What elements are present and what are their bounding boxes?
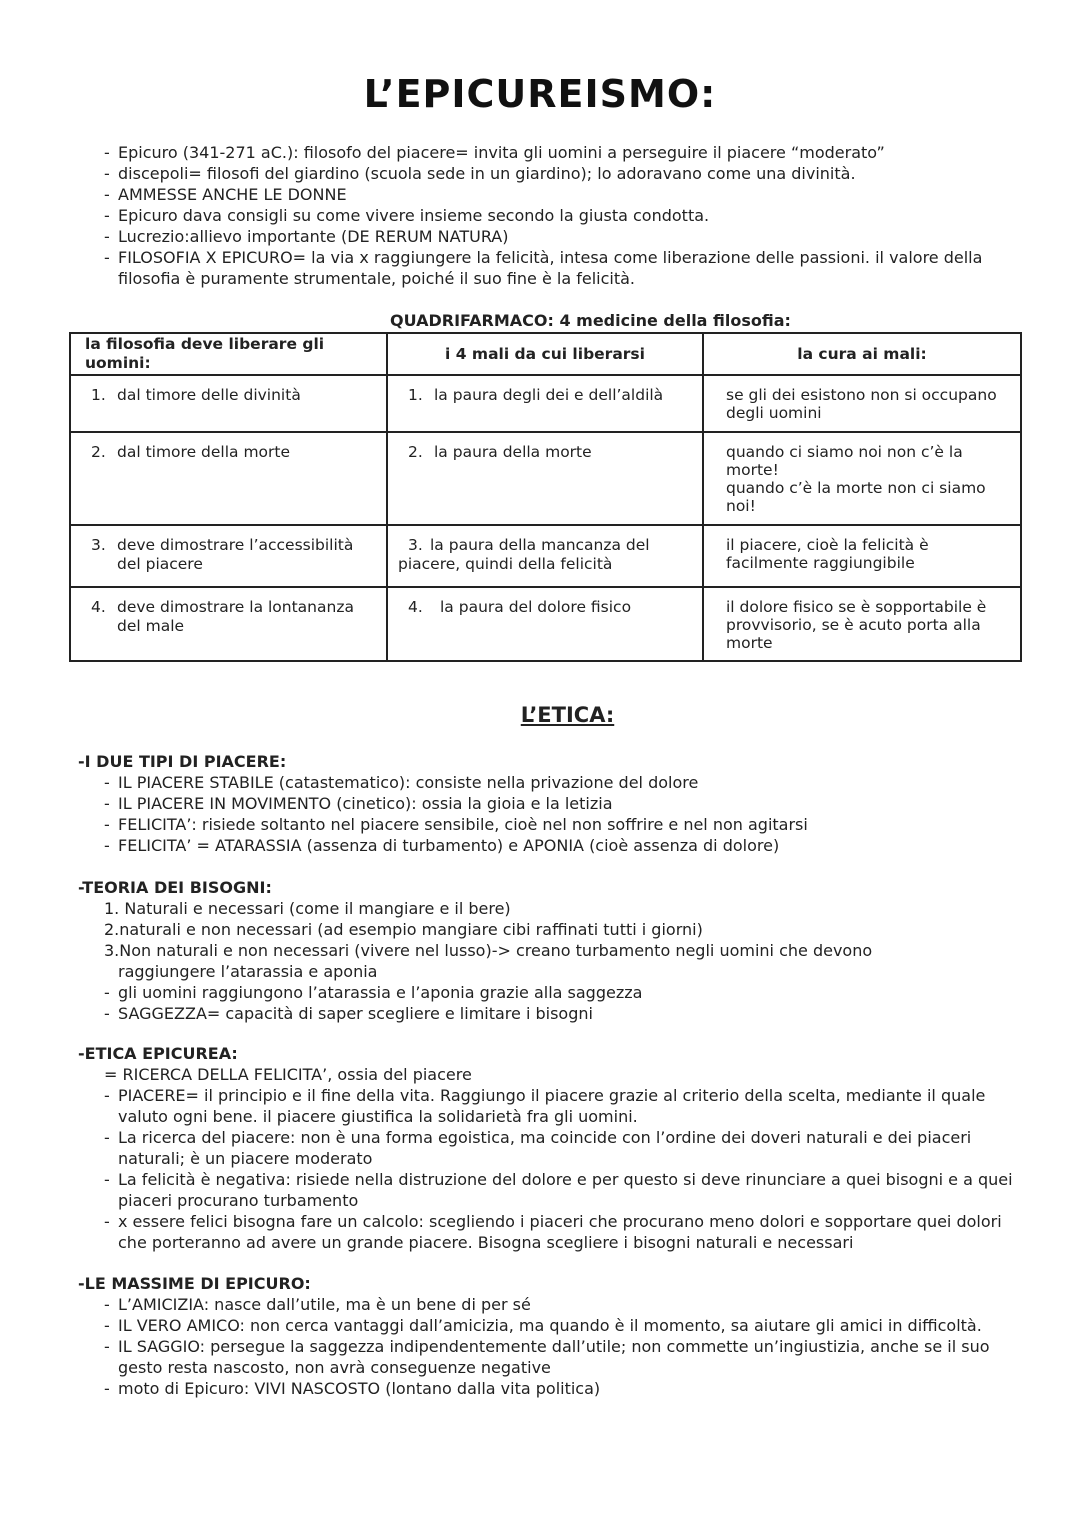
- table-cell: se gli dei esistono non si occupano degli uomini: [703, 375, 1021, 432]
- cell-text: la paura del dolore fisico: [440, 598, 632, 616]
- table-cell: [70, 432, 387, 525]
- cell-text: la paura degli dei e dell’aldilà: [434, 386, 664, 404]
- intro-item: - Lucrezio:allievo importante (DE RERUM NATURA): [104, 226, 1004, 247]
- list-item: - IL PIACERE STABILE (catastematico): consiste nella privazione del dolore: [104, 772, 1018, 793]
- table-row: [70, 432, 1021, 525]
- column-header: la filosofia deve liberare gli uomini:: [70, 333, 387, 375]
- list-item: - IL VERO AMICO: non cerca vantaggi dall’amicizia, ma quando è il momento, sa aiutare gli amici in difficoltà.: [104, 1315, 1018, 1336]
- intro-item: - Epicuro dava consigli su come vivere insieme secondo la giusta condotta.: [104, 205, 1004, 226]
- quadrifarmaco-table: [69, 332, 1022, 662]
- list-item: 3.Non naturali e non necessari (vivere nel lusso)-> creano turbamento negli uomini che devono: [104, 941, 873, 960]
- cell-text: deve dimostrare l’accessibilità del piacere: [117, 536, 354, 573]
- table-cell: [70, 375, 387, 432]
- row-number: 4.: [91, 598, 106, 616]
- column-header: i 4 mali da cui liberarsi: [387, 333, 703, 375]
- section-heading: -ETICA EPICUREA:: [78, 1044, 238, 1063]
- section-heading: -TEORIA DEI BISOGNI:: [78, 878, 272, 897]
- intro-item: - discepoli= filosofi del giardino (scuola sede in un giardino); lo adoravano come una divinità.: [104, 163, 1004, 184]
- row-number: 1.: [91, 386, 106, 404]
- list-item: - FELICITA’: risiede soltanto nel piacere sensibile, cioè nel non soffrire e nel non agitarsi: [104, 814, 1018, 835]
- table-cell: il piacere, cioè la felicità è facilmente raggiungibile: [703, 525, 1021, 587]
- list-item: raggiungere l’atarassia e aponia: [118, 962, 378, 981]
- intro-item: - AMMESSE ANCHE LE DONNE: [104, 184, 1004, 205]
- etica-epicurea-section: [78, 1043, 1018, 1253]
- list-item: - PIACERE= il principio e il fine della vita. Raggiungo il piacere grazie al criterio della scelta, mediante il quale valuto ogni bene. il piacere giustifica la solidarietà fra gli uomini.: [104, 1085, 1018, 1127]
- cell-text: la paura della mancanza del piacere, quindi della felicità: [398, 536, 650, 573]
- list-item: - moto di Epicuro: VIVI NASCOSTO (lontano dalla vita politica): [104, 1378, 1018, 1399]
- table-cell: il dolore fisico se è sopportabile è provvisorio, se è acuto porta alla morte: [703, 587, 1021, 661]
- intro-item: - Epicuro (341-271 aC.): filosofo del piacere= invita gli uomini a perseguire il piacere “moderato”: [104, 142, 1004, 163]
- list-item: - La ricerca del piacere: non è una forma egoistica, ma coincide con l’ordine dei doveri naturali e dei piaceri naturali; è un piacere moderato: [104, 1127, 1018, 1169]
- table-row: [70, 587, 1021, 661]
- list-item: - L’AMICIZIA: nasce dall’utile, ma è un bene di per sé: [104, 1294, 1018, 1315]
- table-cell: [387, 525, 703, 587]
- list-item: - FELICITA’ = ATARASSIA (assenza di turbamento) e APONIA (cioè assenza di dolore): [104, 835, 1018, 856]
- list-item: 1. Naturali e necessari (come il mangiare e il bere): [104, 899, 511, 918]
- quadrifarmaco-title: QUADRIFARMACO: 4 medicine della filosofia:: [390, 311, 791, 330]
- table-row: [70, 525, 1021, 587]
- list-item: - x essere felici bisogna fare un calcolo: scegliendo i piaceri che procurano meno dolori e sopportare quei dolori che porteranno ad avere un grande piacere. Bisogna scegliere i bisogni naturali e necessari: [104, 1211, 1018, 1253]
- table-cell: [70, 525, 387, 587]
- list-item: 2.naturali e non necessari (ad esempio mangiare cibi raffinati tutti i giorni): [104, 920, 703, 939]
- section-heading: -LE MASSIME DI EPICURO:: [78, 1274, 311, 1293]
- table-cell: [387, 432, 703, 525]
- intro-item: - FILOSOFIA X EPICURO= la via x raggiungere la felicità, intesa come liberazione delle passioni. il valore della filosofia è puramente strumentale, poiché il suo fine è la felicità.: [104, 247, 1004, 289]
- row-number: 3.: [91, 536, 106, 554]
- table-row: [70, 375, 1021, 432]
- table-cell: [387, 587, 703, 661]
- list-item: - SAGGEZZA= capacità di saper scegliere e limitare i bisogni: [104, 1003, 1018, 1024]
- list-item: - IL PIACERE IN MOVIMENTO (cinetico): ossia la gioia e la letizia: [104, 793, 1018, 814]
- massime-section: [78, 1273, 1018, 1399]
- row-number: 2.: [91, 443, 106, 461]
- list-item: - IL SAGGIO: persegue la saggezza indipendentemente dall’utile; non commette un’ingiustizia, anche se il suo gesto resta nascosto, non avrà conseguenze negative: [104, 1336, 1018, 1378]
- table-cell: [387, 375, 703, 432]
- table-header-row: [70, 333, 1021, 375]
- cell-text: la paura della morte: [434, 443, 592, 461]
- page-title: L’EPICUREISMO:: [363, 72, 717, 116]
- row-number: 4.: [408, 598, 423, 616]
- piacere-section: [78, 751, 1018, 856]
- list-item: - gli uomini raggiungono l’atarassia e l’aponia grazie alla saggezza: [104, 982, 1018, 1003]
- row-number: 2.: [408, 443, 423, 461]
- cell-text: dal timore della morte: [117, 443, 291, 461]
- cell-text: dal timore delle divinità: [117, 386, 301, 404]
- list-item: - La felicità è negativa: risiede nella distruzione del dolore e per questo si deve rinunciare a quei bisogni e a quei piaceri procurano turbamento: [104, 1169, 1018, 1211]
- row-number: 1.: [408, 386, 423, 404]
- cell-text: deve dimostrare la lontananza del male: [117, 598, 354, 635]
- bisogni-section: [78, 877, 1018, 1024]
- section-heading: -I DUE TIPI DI PIACERE:: [78, 752, 287, 771]
- intro-list: [104, 142, 1004, 289]
- list-item: = RICERCA DELLA FELICITA’, ossia del piacere: [104, 1065, 472, 1084]
- column-header: la cura ai mali:: [703, 333, 1021, 375]
- table-cell: [70, 587, 387, 661]
- etica-heading: L’ETICA:: [520, 703, 615, 727]
- row-number: 3.: [408, 536, 423, 554]
- table-cell: quando ci siamo noi non c’è la morte! quando c’è la morte non ci siamo noi!: [703, 432, 1021, 525]
